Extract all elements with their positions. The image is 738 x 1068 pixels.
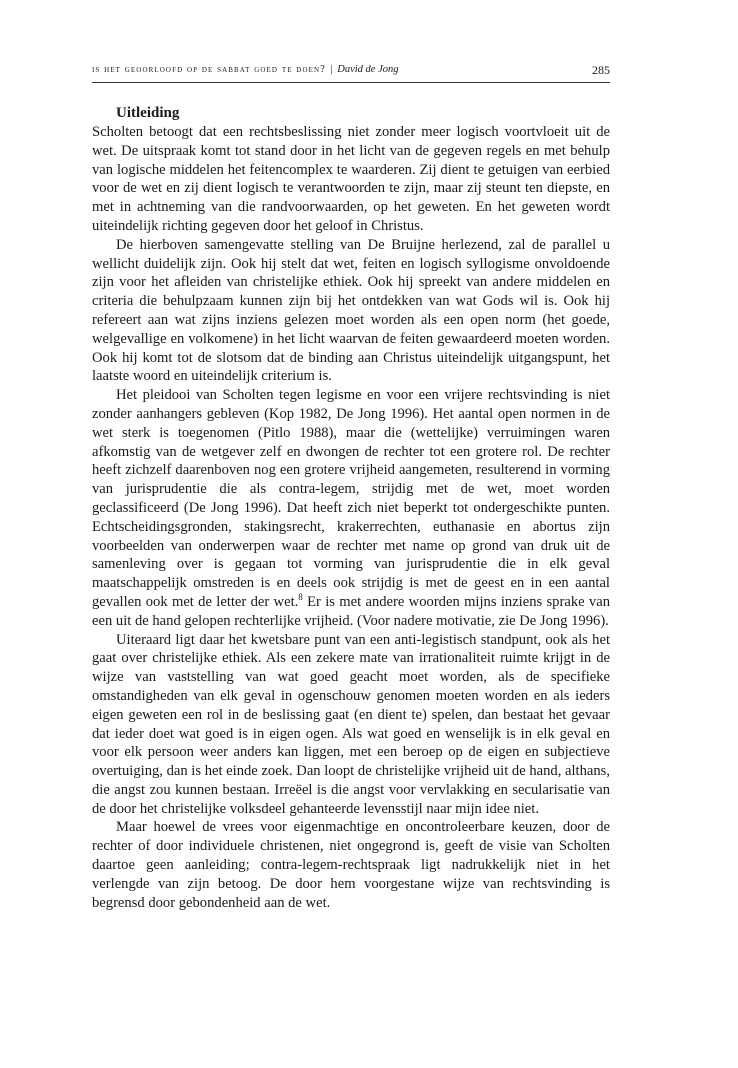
page-number: 285 — [592, 63, 610, 77]
body-text — [92, 104, 610, 912]
paragraph-1: Scholten betoogt dat een rechtsbeslissing niet zonder meer logisch voortvloeit uit de wet. De uitspraak komt tot stand door in het licht van de gegeven regels en met behulp van logische middelen het feitencomplex te waarderen. Zij dient te getuigen van eerbied voor de wet en zij dient logisch te verantwoorden te zijn, maar zij steunt ten diepste, en met in achtneming van die randvoorwaarden, op het geweten. En het geweten wordt uiteindelijk richting gegeven door het geloof in Christus. — [92, 124, 610, 234]
paragraph-3-text-b: Er is met andere woorden mijns inziens sprake van een uit de hand gelopen rechterlijke vrijheid. (Voor nadere motivatie, zie De Jong 1996). — [92, 593, 610, 629]
running-title: is het geoorloofd op de sabbat goed te doen? — [92, 64, 326, 75]
paragraph-3 — [92, 386, 610, 630]
paragraph-4: Uiteraard ligt daar het kwetsbare punt van een anti-legistisch standpunt, ook als het gaat over christelijke ethiek. Als een zekere mate van irrationaliteit ruimte krijgt in de wijze van vaststelling van wat goed geacht moet worden, als de specifieke omstandigheden van elk geval in ogenschouw genomen moeten worden en als ieders eigen geweten een rol in de beslissing gaat (en dient te) spelen, dan bestaat het gevaar dat ieder doet wat goed is in eigen ogen. Als wat goed en wenselijk is in elk geval en voor elk persoon weer anders kan liggen, met een beroep op de eigen en subjectieve overtuiging, dan is het einde zoek. Dan loopt de christelijke vrijheid uit de hand, althans, die angst zou kunnen bestaan. Irreëel is die angst voor vervlakking en secularisatie van de door het christelijke volksdeel gehanteerde levensstijl naar mijn idee niet. — [92, 631, 610, 817]
paragraph-2: De hierboven samengevatte stelling van De Bruijne herlezend, zal de parallel u wellicht duidelijk zijn. Ook hij stelt dat wet, feiten en logisch syllogisme onvoldoende zijn voor het afleiden van christelijke ethiek. Ook hij spreekt van andere middelen en criteria die behulpzaam kunnen zijn bij het ontdekken van wat Gods wil is. Ook hij refereert aan wat zijns inziens gelezen moet worden als een open norm (het goede, welgevallige en volkomene) in het licht waarvan de feiten gewaardeerd moeten worden. Ook hij komt tot de slotsom dat de binding aan Christus uiteindelijk uitgangspunt, het laatste woord en uiteindelijk criterium is. — [92, 236, 610, 385]
paragraph-5: Maar hoewel de vrees voor eigenmachtige en oncontroleerbare keuzen, door de rechter of door individuele christenen, niet ongegrond is, geeft de visie van Scholten daartoe geen aanleiding; contra-legem-rechtspraak ligt nadrukkelijk niet in het verlengde van zijn betoog. De door hem voorgestane wijze van rechtsvinding is begrensd door gebondenheid aan de wet. — [92, 819, 610, 911]
header-rule — [92, 82, 610, 83]
running-header — [92, 62, 610, 78]
section-heading: Uitleiding — [116, 105, 180, 121]
footnote-reference[interactable]: 8 — [298, 592, 303, 603]
paragraph-3-text-a: Het pleidooi van Scholten tegen legisme en voor een vrijere rechtsvinding is niet zonder aanhangers gebleven (Kop 1982, De Jong 1996). Het aantal open normen in de wet sterk is toegenomen (Pitlo 1988), maar die (wettelijke) verruimingen waren afkomstig van de wetgever zelf en dwongen de rechter tot een grotere rol. De rechter heeft zichzelf daarenboven nog een grotere vrijheid aangemeten, resulterend in vorming van jurisprudentie die als contra-legem, strijdig met de wet, moet worden geclassificeerd (De Jong 1996). Dat heeft zich niet beperkt tot ondergeschikte punten. Echtscheidingsgronden, stakingsrecht, krakerrechten, euthanasie en abortus zijn voorbeelden van onderwerpen waar de rechter met name op grond van druk uit de samenleving over is gegaan tot vorming van jurisprudentie die in elk geval maatschappelijk omstreden is en deels ook strijdig is met de geest en in een aantal gevallen ook met de letter der wet. — [92, 387, 610, 610]
running-header-separator: | — [330, 64, 333, 75]
running-author: David de Jong — [337, 64, 399, 75]
